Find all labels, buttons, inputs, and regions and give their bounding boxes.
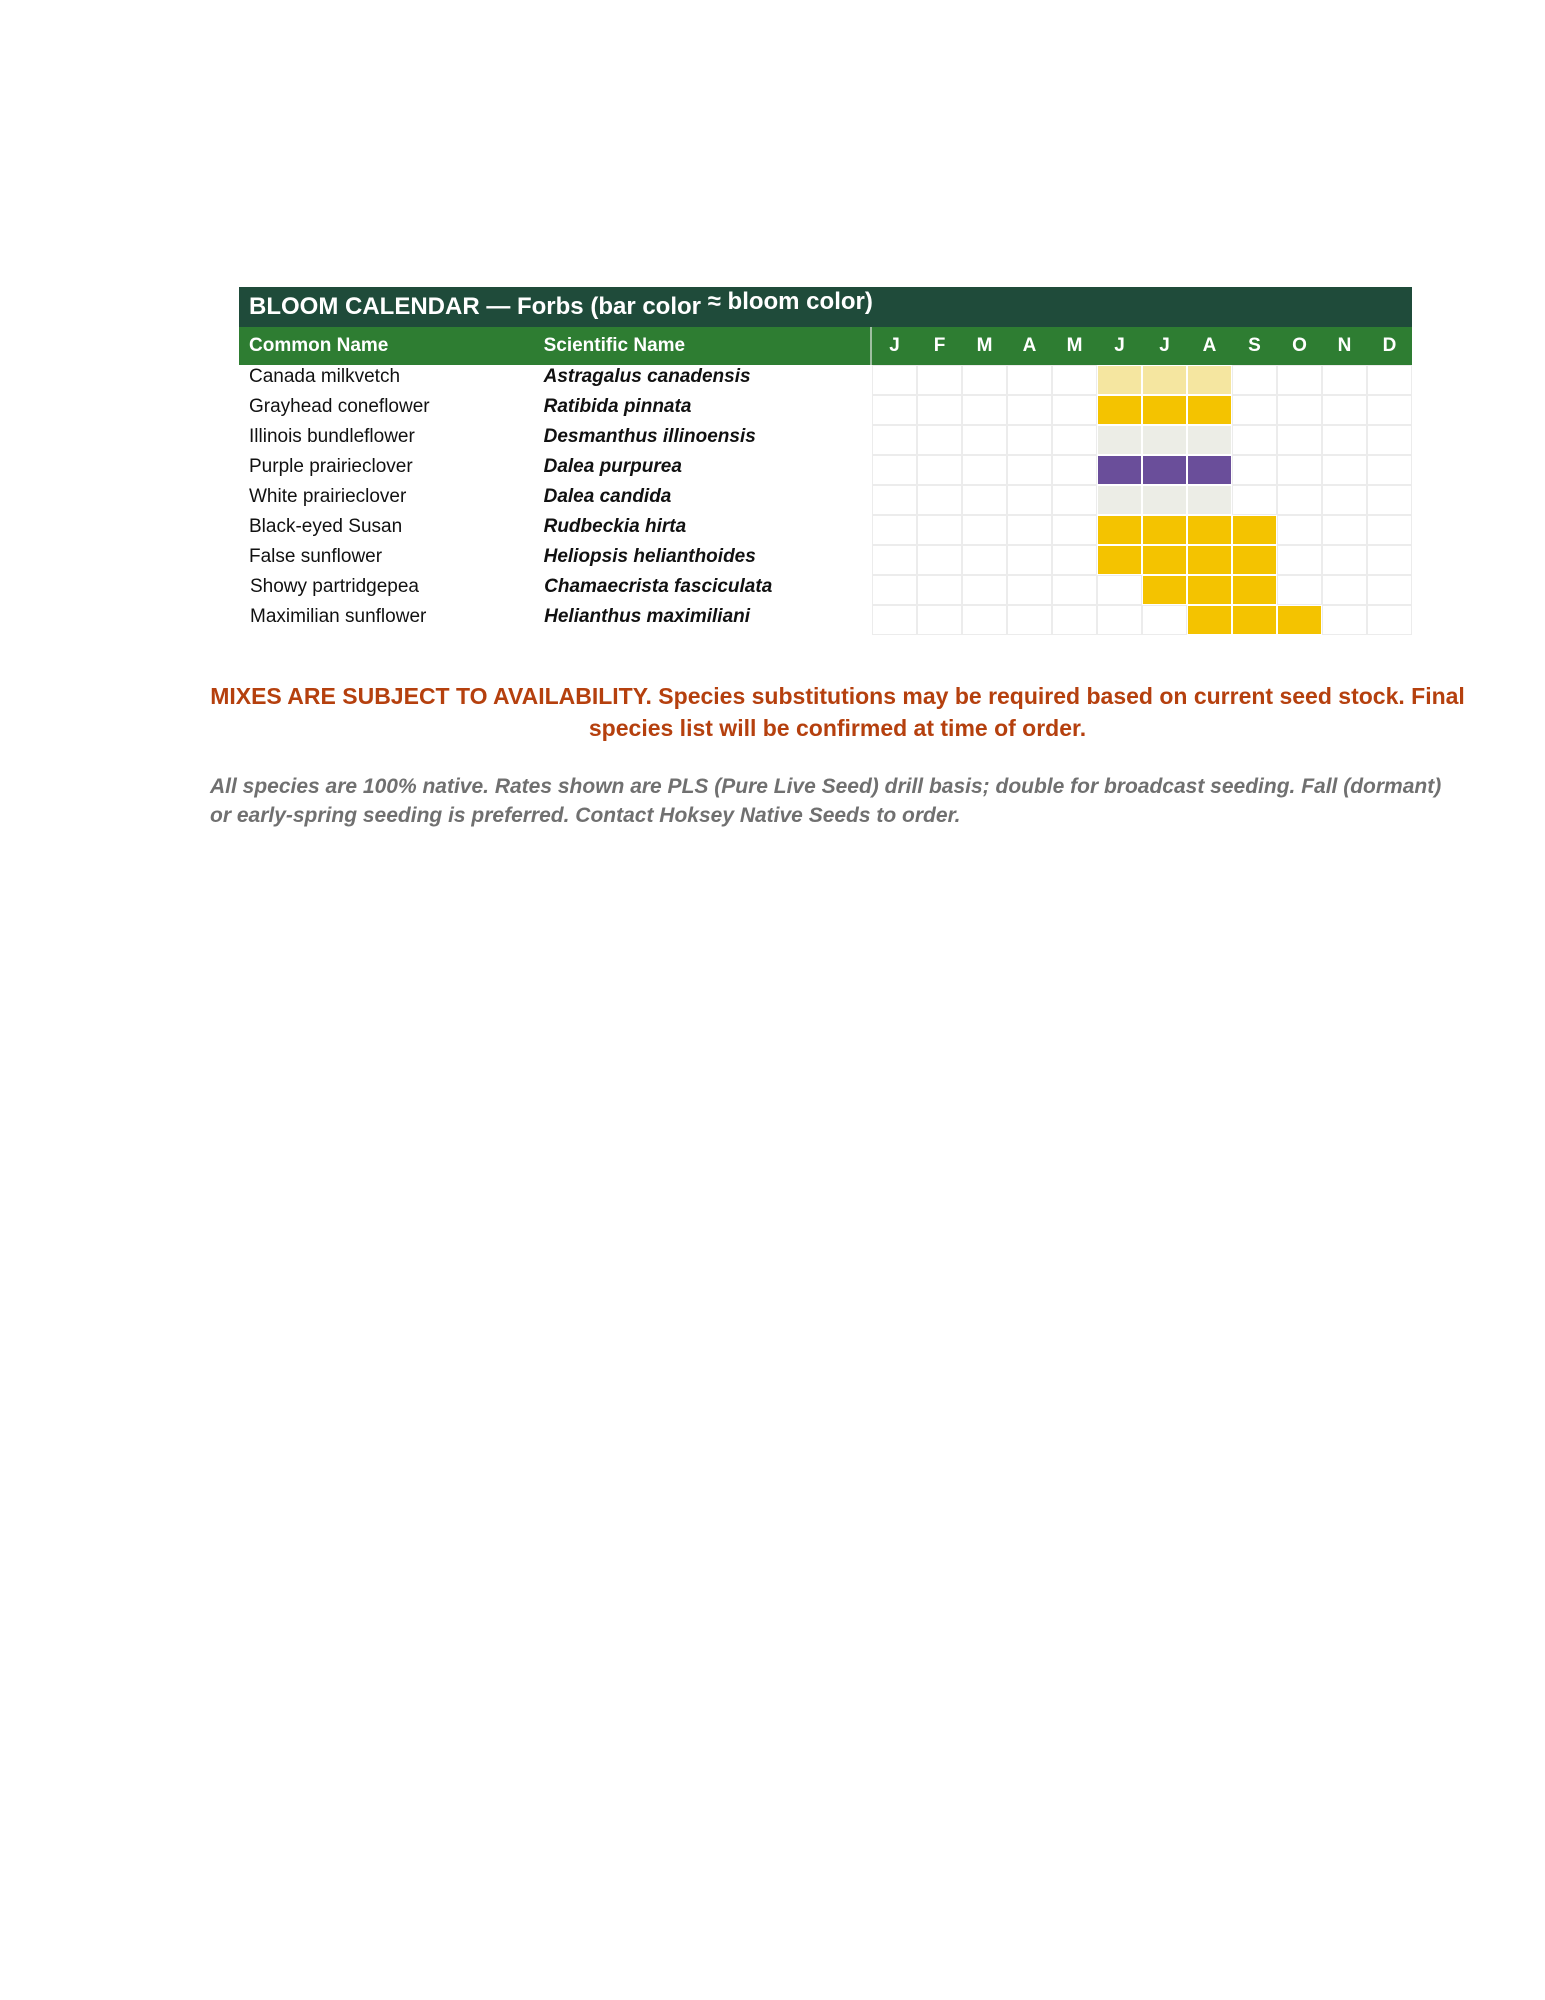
month-cell	[917, 395, 962, 425]
species-rows	[239, 365, 1412, 635]
month-header: N	[1337, 335, 1352, 356]
month-cell	[1322, 365, 1367, 395]
month-cell	[1277, 485, 1322, 515]
header-months	[870, 327, 1412, 365]
month-cell	[962, 575, 1007, 605]
calendar-title-tail: ≈ bloom color)	[707, 288, 873, 315]
month-cell	[1322, 425, 1367, 455]
header-common-name: Common Name	[249, 335, 389, 356]
bloom-bar	[872, 425, 1412, 455]
bloom-cell	[1187, 575, 1232, 605]
month-cell	[1052, 575, 1097, 605]
bloom-cell	[1097, 365, 1142, 395]
bloom-cell	[1187, 545, 1232, 575]
bloom-cell	[1232, 605, 1277, 635]
month-cell	[917, 425, 962, 455]
scientific-name: Ratibida pinnata	[543, 396, 692, 417]
species-row	[240, 575, 1412, 605]
month-cell	[1052, 365, 1097, 395]
month-cell	[1052, 395, 1097, 425]
month-cell	[872, 365, 917, 395]
bloom-cell	[1142, 575, 1187, 605]
seeding-note: All species are 100% native. Rates shown are PLS (Pure Live Seed) drill basis; double for broadcast seeding. Fall (dormant) or early-spring seeding is preferred. Contact Hoksey Native Seeds to order.	[210, 775, 1442, 827]
species-row	[239, 455, 1412, 485]
header-scientific-name: Scientific Name	[543, 335, 686, 356]
month-cell	[872, 575, 917, 605]
common-name: False sunflower	[249, 546, 383, 567]
month-cell	[1007, 455, 1052, 485]
bloom-bar	[872, 485, 1412, 515]
month-cell	[1367, 545, 1412, 575]
month-cell	[1367, 515, 1412, 545]
bloom-bar	[872, 605, 1412, 635]
bloom-cell	[1142, 545, 1187, 575]
month-header: J	[1114, 335, 1125, 356]
month-cell	[1367, 575, 1412, 605]
month-cell	[1367, 605, 1412, 635]
bloom-cell	[1232, 575, 1277, 605]
month-cell	[1367, 365, 1412, 395]
month-header: A	[1022, 335, 1037, 356]
month-cell	[872, 485, 917, 515]
bloom-cell	[1142, 395, 1187, 425]
common-name: Black-eyed Susan	[249, 516, 403, 537]
species-row	[239, 515, 1412, 545]
month-cell	[962, 395, 1007, 425]
month-cell	[917, 605, 962, 635]
month-cell	[1232, 365, 1277, 395]
month-cell	[1367, 425, 1412, 455]
month-cell	[1007, 365, 1052, 395]
availability-notice: MIXES ARE SUBJECT TO AVAILABILITY. Species substitutions may be required based on current seed stock. Final species list will be confirmed at time of order.	[210, 683, 1465, 741]
bloom-cell	[1142, 425, 1187, 455]
month-cell	[962, 515, 1007, 545]
bloom-bar	[872, 545, 1412, 575]
month-header: A	[1202, 335, 1217, 356]
month-cell	[917, 545, 962, 575]
month-header: M	[1066, 335, 1083, 356]
month-cell	[1007, 515, 1052, 545]
month-cell	[1277, 455, 1322, 485]
common-name: Purple prairieclover	[249, 456, 413, 477]
month-cell	[1277, 545, 1322, 575]
bloom-cell	[1232, 545, 1277, 575]
species-row	[239, 545, 1412, 575]
month-cell	[1277, 515, 1322, 545]
common-name: White prairieclover	[249, 486, 407, 507]
species-row	[239, 365, 1412, 395]
month-cell	[1052, 485, 1097, 515]
bloom-cell	[1277, 605, 1322, 635]
month-cell	[917, 485, 962, 515]
scientific-name: Desmanthus illinoensis	[543, 426, 756, 447]
month-header: J	[889, 335, 900, 356]
bloom-cell	[1187, 485, 1232, 515]
bloom-cell	[1232, 515, 1277, 545]
scientific-name: Dalea purpurea	[543, 456, 682, 477]
month-cell	[962, 425, 1007, 455]
scientific-name: Rudbeckia hirta	[543, 516, 687, 537]
month-cell	[917, 575, 962, 605]
calendar-title-main: BLOOM CALENDAR — Forbs (bar color	[249, 293, 702, 320]
month-cell	[962, 485, 1007, 515]
month-cell	[872, 455, 917, 485]
month-header: S	[1248, 335, 1261, 356]
month-cell	[1052, 605, 1097, 635]
month-cell	[1007, 575, 1052, 605]
scientific-name: Heliopsis helianthoides	[543, 546, 756, 567]
header-row	[239, 327, 1412, 365]
month-cell	[872, 425, 917, 455]
bloom-cell	[1097, 395, 1142, 425]
month-cell	[962, 545, 1007, 575]
bloom-bar	[872, 515, 1412, 545]
species-row	[239, 395, 1412, 425]
bloom-cell	[1142, 455, 1187, 485]
bloom-cell	[1097, 425, 1142, 455]
calendar-title	[239, 287, 1412, 327]
month-cell	[917, 365, 962, 395]
bloom-cell	[1097, 455, 1142, 485]
month-cell	[1277, 425, 1322, 455]
bloom-cell	[1187, 515, 1232, 545]
bloom-bar	[872, 365, 1412, 395]
bloom-bar	[872, 575, 1412, 605]
month-cell	[1322, 545, 1367, 575]
month-cell	[872, 545, 917, 575]
month-cell	[962, 365, 1007, 395]
month-header: O	[1292, 335, 1307, 356]
month-cell	[872, 605, 917, 635]
month-cell	[1142, 605, 1187, 635]
common-name: Maximilian sunflower	[250, 606, 427, 627]
month-cell	[872, 395, 917, 425]
month-cell	[1052, 455, 1097, 485]
bloom-bar	[872, 395, 1412, 425]
month-cell	[1277, 395, 1322, 425]
month-cell	[1232, 455, 1277, 485]
bloom-cell	[1187, 395, 1232, 425]
month-cell	[1322, 605, 1367, 635]
month-cell	[1052, 425, 1097, 455]
month-cell	[872, 515, 917, 545]
month-cell	[1052, 545, 1097, 575]
month-cell	[1277, 575, 1322, 605]
month-cell	[1232, 485, 1277, 515]
bloom-bar	[872, 455, 1412, 485]
month-cell	[962, 455, 1007, 485]
month-cell	[1322, 395, 1367, 425]
month-header: D	[1382, 335, 1397, 356]
bloom-cell	[1142, 485, 1187, 515]
month-cell	[1097, 575, 1142, 605]
common-name: Grayhead coneflower	[249, 396, 430, 417]
species-row	[240, 605, 1412, 635]
bloom-cell	[1187, 455, 1232, 485]
month-cell	[1367, 455, 1412, 485]
bloom-cell	[1097, 545, 1142, 575]
common-name: Canada milkvetch	[249, 366, 401, 387]
bloom-cell	[1187, 365, 1232, 395]
month-cell	[1367, 485, 1412, 515]
scientific-name: Astragalus canadensis	[543, 366, 751, 387]
month-cell	[1007, 395, 1052, 425]
month-header: M	[976, 335, 993, 356]
scientific-name: Helianthus maximiliani	[544, 606, 751, 627]
scientific-name: Dalea candida	[543, 486, 672, 507]
month-cell	[1052, 515, 1097, 545]
month-cell	[1232, 395, 1277, 425]
month-cell	[962, 605, 1007, 635]
bloom-cell	[1142, 515, 1187, 545]
month-cell	[1007, 485, 1052, 515]
common-name: Illinois bundleflower	[249, 426, 415, 447]
common-name: Showy partridgepea	[250, 576, 419, 597]
month-cell	[1232, 425, 1277, 455]
bloom-calendar	[239, 287, 1412, 635]
month-cell	[917, 455, 962, 485]
month-cell	[1322, 515, 1367, 545]
month-cell	[1097, 605, 1142, 635]
species-row	[239, 425, 1412, 455]
month-cell	[1322, 455, 1367, 485]
month-cell	[1367, 395, 1412, 425]
month-header: J	[1159, 335, 1170, 356]
bloom-cell	[1097, 485, 1142, 515]
month-header: F	[933, 335, 946, 356]
bloom-cell	[1142, 365, 1187, 395]
month-cell	[1007, 545, 1052, 575]
month-cell	[1322, 575, 1367, 605]
bloom-cell	[1187, 425, 1232, 455]
scientific-name: Chamaecrista fasciculata	[544, 576, 773, 597]
month-cell	[1322, 485, 1367, 515]
month-cell	[1007, 605, 1052, 635]
species-row	[239, 485, 1412, 515]
month-cell	[1007, 425, 1052, 455]
bloom-cell	[1097, 515, 1142, 545]
month-cell	[1277, 365, 1322, 395]
bloom-cell	[1187, 605, 1232, 635]
month-cell	[917, 515, 962, 545]
